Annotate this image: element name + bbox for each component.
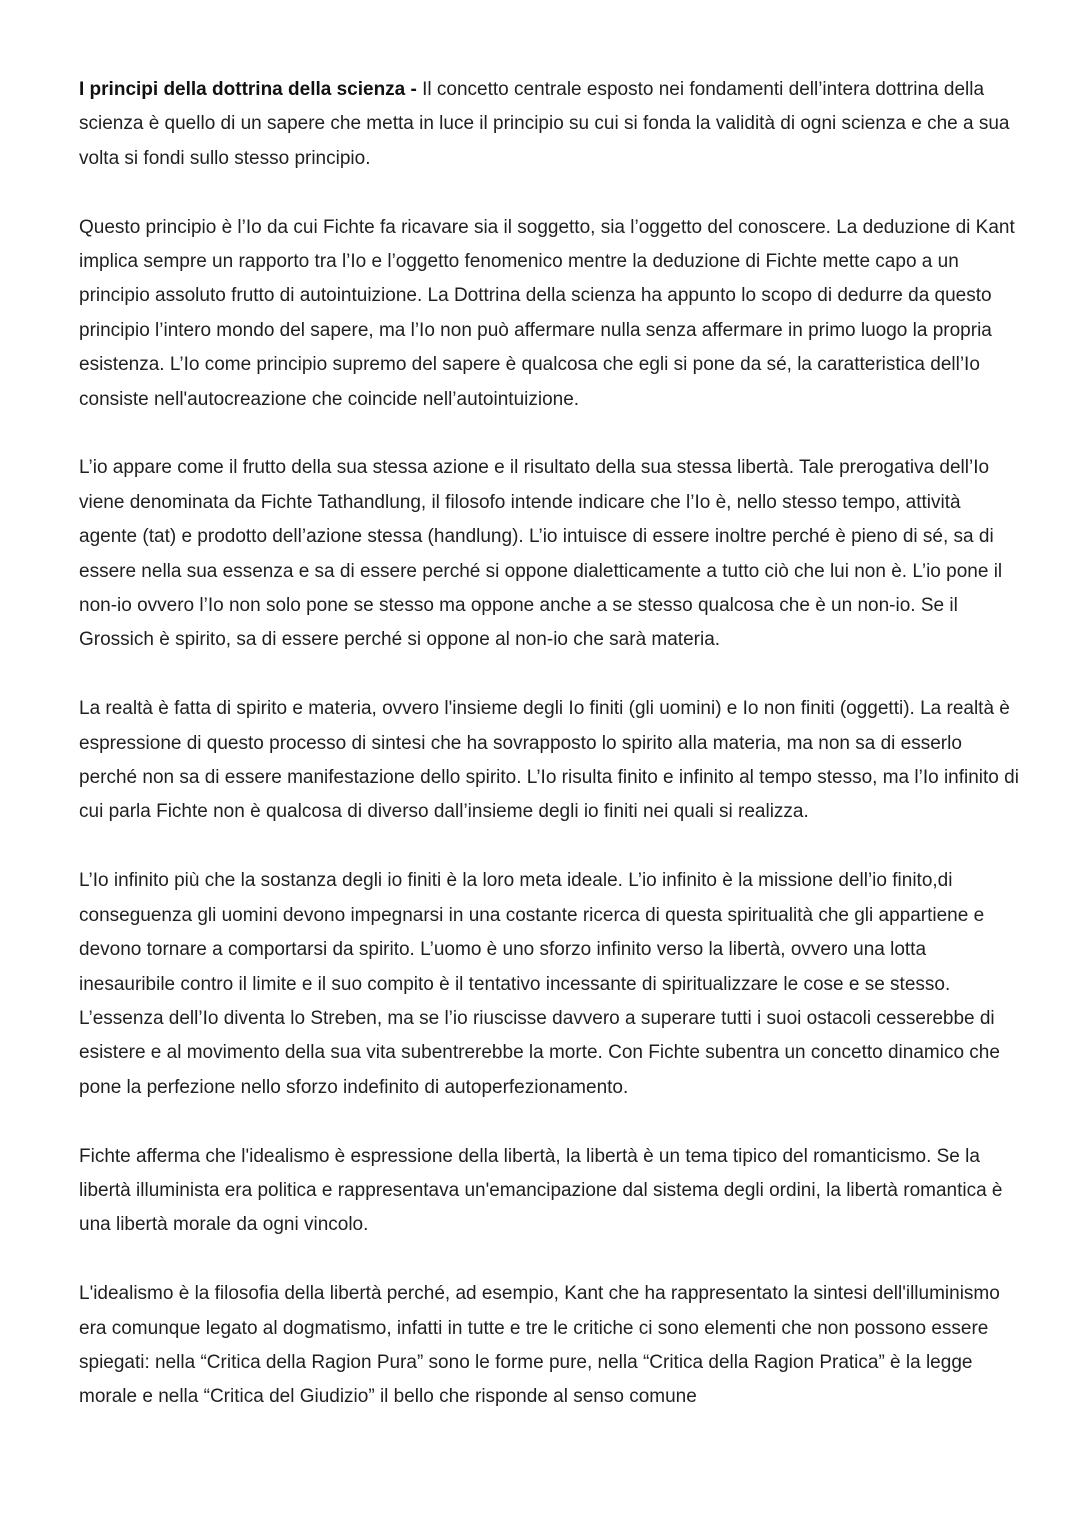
section-heading: I principi della dottrina della scienza - — [79, 79, 417, 100]
paragraph-text: Il concetto centrale esposto nei fondamenti dell’intera dottrina della scienza è quello di un sapere che metta in luce il principio su cui si fonda la validità di ogni scienza e che a sua volta si fondi sullo stesso principio. — [79, 79, 1010, 169]
paragraph: La realtà è fatta di spirito e materia, ovvero l'insieme degli Io finiti (gli uomini) e Io non finiti (oggetti). La realtà è espressione di questo processo di sintesi che ha sovrapposto lo spirito alla materia, ma non sa di esserlo perché non sa di essere manifestazione dello spirito. L’Io risulta finito e infinito al tempo stesso, ma l’Io infinito di cui parla Fichte non è qualcosa di diverso dall’insieme degli io finiti nei quali si realizza. — [79, 698, 1019, 823]
paragraph: L’Io infinito più che la sostanza degli io finiti è la loro meta ideale. L’io infinito è la missione dell’io finito,di conseguenza gli uomini devono impegnarsi in una costante ricerca di questa spiritualità che gli appartiene e devono tornare a comportarsi da spirito. L’uomo è uno sforzo infinito verso la libertà, ovvero una lotta inesauribile contro il limite e il suo compito è il tentativo incessante di spiritualizzare le cose e se stesso. L’essenza dell’Io diventa lo Streben, ma se l’io riuscisse davvero a superare tutti i suoi ostacoli cesserebbe di esistere e al movimento della sua vita subentrerebbe la morte. Con Fichte subentra un concetto dinamico che pone la perfezione nello sforzo indefinito di autoperfezionamento. — [79, 870, 1000, 1098]
paragraph: Questo principio è l’Io da cui Fichte fa ricavare sia il soggetto, sia l’oggetto del conoscere. La deduzione di Kant implica sempre un rapporto tra l’Io e l’oggetto fenomenico mentre la deduzione di Fichte mette capo a un principio assoluto frutto di autointuizione. La Dottrina della scienza ha appunto lo scopo di dedurre da questo principio l’intero mondo del sapere, ma l’Io non può affermare nulla senza affermare in primo luogo la propria esistenza. L’Io come principio supremo del sapere è qualcosa che egli si pone da sé, la caratteristica dell’Io consiste nell'autocreazione che coincide nell’autointuizione. — [79, 216, 1015, 410]
paragraph: L’io appare come il frutto della sua stessa azione e il risultato della sua stessa libertà. Tale prerogativa dell’Io viene denominata da Fichte Tathandlung, il filosofo intende indicare che l’Io è, nello stesso tempo, attività agente (tat) e prodotto dell’azione stessa (handlung). L’io intuisce di essere inoltre perché è pieno di sé, sa di essere nella sua essenza e sa di essere perché si oppone dialetticamente a tutto ciò che lui non è. L’io pone il non-io ovvero l’Io non solo pone se stesso ma oppone anche a se stesso qualcosa che è un non-io. Se il Grossich è spirito, sa di essere perché si oppone al non-io che sarà materia. — [79, 457, 1003, 651]
document-page — [79, 73, 1019, 1415]
paragraph-intro — [79, 73, 1019, 176]
paragraph: Fichte afferma che l'idealismo è espressione della libertà, la libertà è un tema tipico del romanticismo. Se la libertà illuminista era politica e rappresentava un'emancipazione dal sistema degli ordini, la libertà romantica è una libertà morale da ogni vincolo. — [79, 1145, 1003, 1236]
paragraph: L'idealismo è la filosofia della libertà perché, ad esempio, Kant che ha rappresentato la sintesi dell'illuminismo era comunque legato al dogmatismo, infatti in tutte e tre le critiche ci sono elementi che non possono essere spiegati: nella “Critica della Ragion Pura” sono le forme pure, nella “Critica della Ragion Pratica” è la legge morale e nella “Critica del Giudizio” il bello che risponde al senso comune — [79, 1283, 1000, 1408]
